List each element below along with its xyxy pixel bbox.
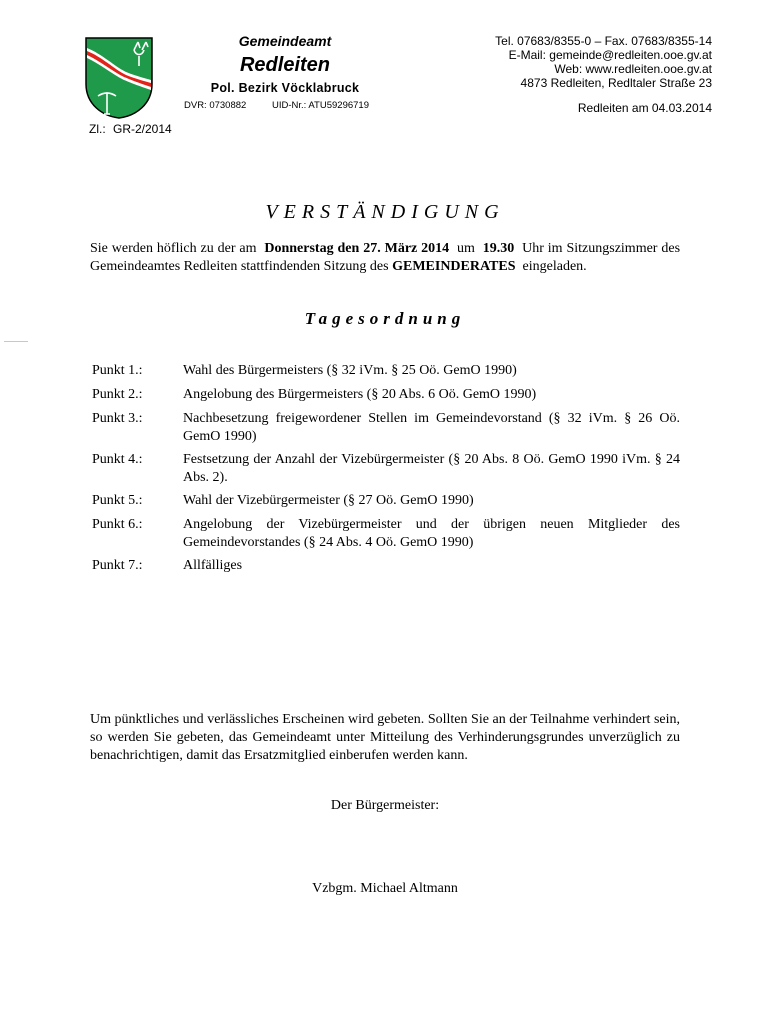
coat-of-arms-icon — [84, 36, 154, 120]
contact-web: Web: www.redleiten.ooe.gv.at — [554, 62, 712, 76]
reference-label: Zl.: — [89, 122, 106, 136]
contact-address: 4873 Redleiten, Redltaler Straße 23 — [520, 76, 712, 90]
office-label: Gemeindeamt — [238, 33, 332, 49]
district-label: Pol. Bezirk Vöcklabruck — [210, 81, 360, 95]
agenda-item-text: Allfälliges — [183, 558, 243, 573]
signature-name: Vzbgm. Michael Altmann — [312, 881, 458, 896]
agenda-item-text: Angelobung der Vizebürgermeister und der übrigen neuen Mitglieder des Gemeindevorstandes (§ 24 Abs. 4 Oö. GemO 1990) — [183, 517, 680, 550]
meeting-time: 19.30 — [482, 241, 515, 256]
agenda-item-label: Punkt 4.: — [92, 452, 143, 467]
intro-text-2: um — [457, 241, 475, 256]
council-name: GEMEINDERATES — [392, 259, 516, 274]
contact-tel-fax: Tel. 07683/8355-0 – Fax. 07683/8355-14 — [495, 34, 712, 48]
agenda-item-label: Punkt 2.: — [92, 387, 143, 402]
agenda-item-label: Punkt 3.: — [92, 411, 143, 426]
agenda-item-text: Wahl der Vizebürgermeister (§ 27 Oö. GemO 1990) — [183, 493, 474, 508]
agenda-item-label: Punkt 1.: — [92, 363, 143, 378]
intro-text-1: Sie werden höflich zu der am — [90, 241, 257, 256]
dvr-number: DVR: 0730882 — [184, 100, 247, 111]
agenda-title: Tagesordnung — [304, 309, 466, 328]
contact-email: E-Mail: gemeinde@redleiten.ooe.gv.at — [508, 48, 712, 62]
closing-paragraph: Um pünktliches und verlässliches Erscheinen wird gebeten. Sollten Sie an der Teilnahme verhindert sein, so werden Sie gebeten, das Gemeindeamt unter Mitteilung des Verhinderungsgrundes unverzüglich zu benachrichtigen, damit das Ersatzmitglied einberufen werden kann. — [90, 712, 680, 763]
town-name: Redleiten — [239, 54, 331, 76]
document-title: VERSTÄNDIGUNG — [265, 201, 505, 223]
meeting-date: Donnerstag den 27. März 2014 — [264, 241, 450, 256]
reference-value: GR-2/2014 — [113, 122, 172, 136]
agenda-item-label: Punkt 6.: — [92, 517, 143, 532]
signature-role: Der Bürgermeister: — [330, 798, 440, 813]
intro-paragraph — [90, 240, 680, 276]
place-date: Redleiten am 04.03.2014 — [577, 101, 712, 115]
intro-text-4: eingeladen. — [522, 259, 587, 274]
agenda-item-text: Festsetzung der Anzahl der Vizebürgermeister (§ 20 Abs. 8 Oö. GemO 1990 iVm. § 24 Abs. 2). — [183, 452, 680, 485]
agenda-item-label: Punkt 5.: — [92, 493, 143, 508]
agenda-item-text: Angelobung des Bürgermeisters (§ 20 Abs. 6 Oö. GemO 1990) — [183, 387, 537, 402]
uid-number: UID-Nr.: ATU59296719 — [272, 100, 369, 111]
agenda-item-text: Wahl des Bürgermeisters (§ 32 iVm. § 25 Oö. GemO 1990) — [183, 363, 517, 378]
agenda-item-label: Punkt 7.: — [92, 558, 143, 573]
intro-text-3: Uhr im Sitzungszimmer des Gemeindeamtes Redleiten stattfindenden Sitzung des — [90, 241, 681, 274]
margin-mark — [4, 341, 28, 342]
agenda-item-text: Nachbesetzung freigewordener Stellen im Gemeindevorstand (§ 32 iVm. § 26 Oö. GemO 1990) — [183, 411, 680, 444]
